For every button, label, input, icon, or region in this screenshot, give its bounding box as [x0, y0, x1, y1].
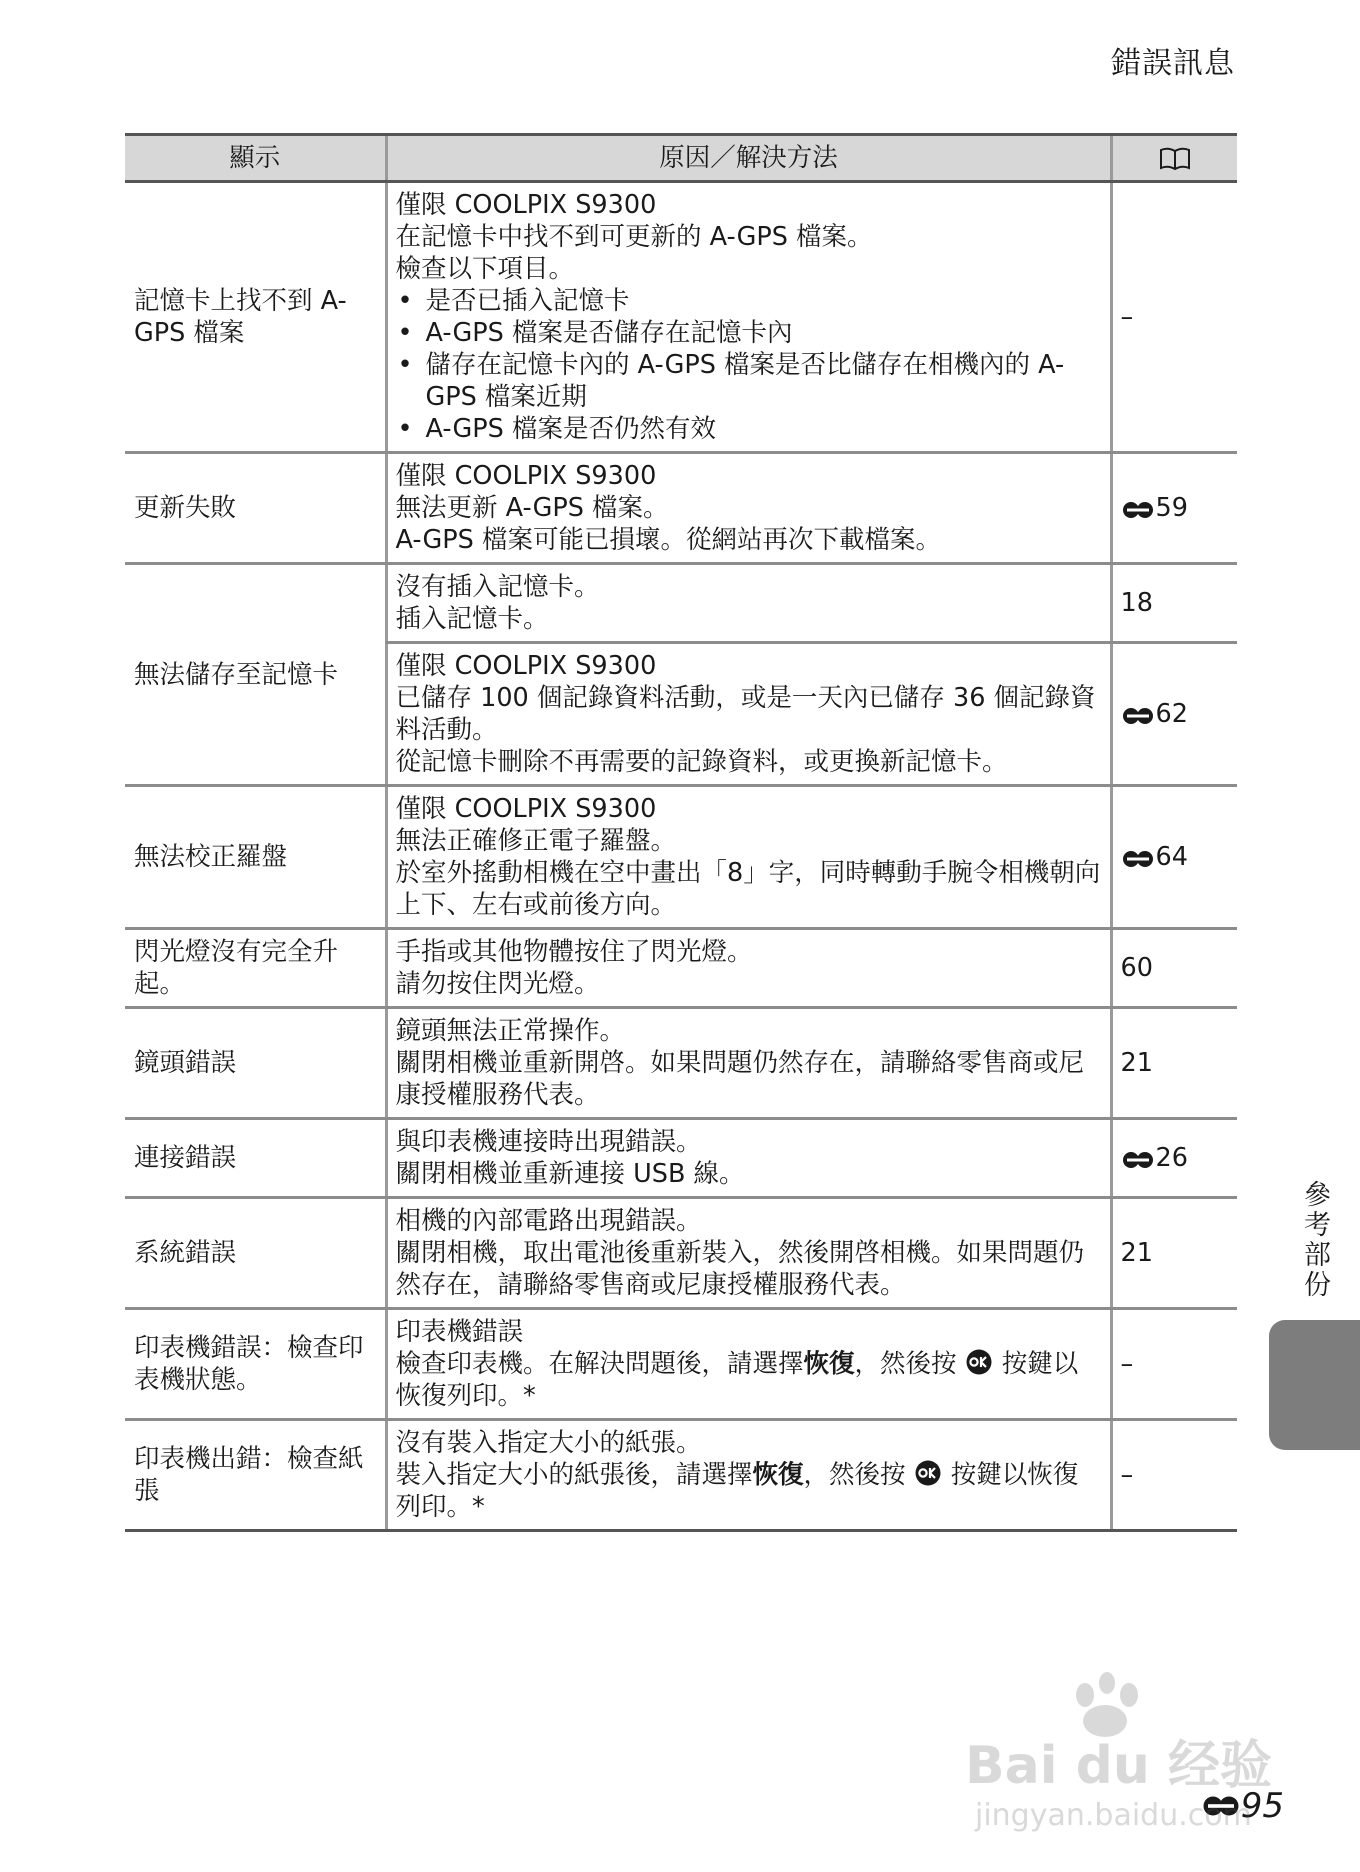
watermark-logo-text: Bai du 经验: [965, 1736, 1272, 1796]
cause-line: 插入記憶卡。: [395, 604, 549, 634]
cause-line: 僅限 COOLPIX S9300: [395, 190, 657, 220]
cause-line: 在記憶卡中找不到可更新的 A-GPS 檔案。: [395, 222, 873, 252]
check-item: • A-GPS 檔案是否仍然有效: [396, 413, 1102, 445]
page-ref: 18: [1120, 588, 1153, 618]
cause-line: 檢查印表機。在解決問題後，請選擇恢復，然後按 按鍵以恢復列印。*: [395, 1349, 1079, 1411]
table-row: [125, 1119, 1237, 1198]
cause-line: 印表機錯誤: [395, 1317, 524, 1347]
table-row: [125, 929, 1237, 1008]
cause-line: 無法更新 A-GPS 檔案。: [395, 493, 669, 523]
check-item: • 是否已插入記憶卡: [396, 285, 1102, 317]
page-ref: –: [1120, 1460, 1134, 1490]
reference-section-icon: [1121, 1150, 1155, 1170]
cause-line: 沒有插入記憶卡。: [395, 572, 600, 602]
cause-line: 檢查以下項目。: [395, 254, 575, 284]
page-ref: 21: [1120, 1238, 1153, 1268]
row-cause: [386, 786, 1111, 929]
row-ref: [1111, 643, 1237, 786]
book-icon: [1159, 147, 1191, 171]
row-cause: [386, 182, 1111, 453]
table-row: [125, 1420, 1237, 1531]
row-cause: [386, 643, 1111, 786]
cause-line: 於室外搖動相機在空中畫出「8」字，同時轉動手腕令相機朝向上下、左右或前後方向。: [395, 858, 1101, 920]
check-item: • A-GPS 檔案是否儲存在記憶卡內: [396, 317, 1102, 349]
cause-line: 關閉相機並重新開啓。如果問題仍然存在，請聯絡零售商或尼康授權服務代表。: [395, 1048, 1085, 1110]
baidu-watermark: [955, 1665, 1275, 1835]
row-display: 印表機錯誤：檢查印表機狀態。: [125, 1309, 386, 1420]
row-cause: [386, 564, 1111, 643]
cause-line: 僅限 COOLPIX S9300: [395, 461, 657, 491]
row-display: 記憶卡上找不到 A-GPS 檔案: [125, 182, 386, 453]
row-display: 鏡頭錯誤: [125, 1008, 386, 1119]
row-cause: [386, 929, 1111, 1008]
row-cause: [386, 1119, 1111, 1198]
cause-line: 鏡頭無法正常操作。: [395, 1016, 626, 1046]
page-header: 錯誤訊息: [1111, 46, 1235, 81]
row-cause: [386, 1008, 1111, 1119]
page-ref: –: [1120, 1349, 1134, 1379]
reference-section-icon: [1121, 849, 1155, 869]
cause-line: 關閉相機，取出電池後重新裝入，然後開啓相機。如果問題仍然存在，請聯絡零售商或尼康授權服務代表。: [395, 1238, 1085, 1300]
row-cause: [386, 1198, 1111, 1309]
row-ref: [1111, 182, 1237, 453]
table-row: [125, 182, 1237, 453]
page-number-value: 95: [1240, 1786, 1284, 1826]
row-ref: [1111, 929, 1237, 1008]
error-message-table: [125, 133, 1237, 1532]
row-display: 無法儲存至記憶卡: [125, 564, 386, 786]
cause-line: 僅限 COOLPIX S9300: [395, 794, 657, 824]
page-ref: 64: [1155, 842, 1188, 872]
table-row: [125, 1198, 1237, 1309]
check-list: [396, 285, 1102, 445]
row-display: 系統錯誤: [125, 1198, 386, 1309]
page-ref: 62: [1155, 699, 1188, 729]
row-ref: [1111, 1198, 1237, 1309]
page-ref: 60: [1120, 953, 1153, 983]
header-display: 顯示: [125, 135, 386, 182]
row-cause: [386, 1309, 1111, 1420]
row-ref: [1111, 453, 1237, 564]
header-cause-solution: 原因／解決方法: [386, 135, 1111, 182]
resume-option-label: 恢復: [803, 1349, 855, 1379]
row-display: 印表機出錯：檢查紙張: [125, 1420, 386, 1531]
header-page-ref: [1111, 135, 1237, 182]
page-ref: –: [1120, 302, 1134, 332]
resume-option-label: 恢復: [752, 1460, 804, 1490]
cause-line: 沒有裝入指定大小的紙張。: [395, 1428, 702, 1458]
section-tab: [1269, 1320, 1360, 1450]
ok-button-icon: [965, 1348, 993, 1376]
reference-section-icon: [1121, 500, 1155, 520]
check-item: • 儲存在記憶卡內的 A-GPS 檔案是否比儲存在相機內的 A-GPS 檔案近期: [396, 349, 1102, 413]
cause-line: 無法正確修正電子羅盤。: [395, 826, 677, 856]
row-display: 無法校正羅盤: [125, 786, 386, 929]
reference-section-icon: [1121, 706, 1155, 726]
page-ref: 21: [1120, 1048, 1153, 1078]
cause-line: 從記憶卡刪除不再需要的記錄資料，或更換新記憶卡。: [395, 747, 1008, 777]
cause-line: 裝入指定大小的紙張後，請選擇恢復，然後按 按鍵以恢復列印。*: [395, 1460, 1079, 1522]
row-ref: [1111, 1008, 1237, 1119]
cause-line: 相機的內部電路出現錯誤。: [395, 1206, 702, 1236]
cause-line: 與印表機連接時出現錯誤。: [395, 1127, 702, 1157]
row-ref: [1111, 1420, 1237, 1531]
cause-line: A-GPS 檔案可能已損壞。從網站再次下載檔案。: [395, 525, 941, 555]
ok-button-icon: [914, 1459, 942, 1487]
table-row: [125, 786, 1237, 929]
page-ref: 26: [1155, 1143, 1188, 1173]
cause-line: 請勿按住閃光燈。: [395, 969, 600, 999]
row-display: 更新失敗: [125, 453, 386, 564]
watermark-url: jingyan.baidu.com: [975, 1798, 1252, 1833]
table-header-row: [125, 135, 1237, 182]
row-ref: [1111, 564, 1237, 643]
table-row: [125, 564, 1237, 643]
row-cause: [386, 453, 1111, 564]
cause-line: 手指或其他物體按住了閃光燈。: [395, 937, 753, 967]
row-cause: [386, 1420, 1111, 1531]
cause-line: 關閉相機並重新連接 USB 線。: [395, 1159, 745, 1189]
cause-line: 僅限 COOLPIX S9300: [395, 651, 657, 681]
row-ref: [1111, 1119, 1237, 1198]
table-row: [125, 453, 1237, 564]
section-side-label: 參考部份: [1299, 1180, 1330, 1300]
row-ref: [1111, 1309, 1237, 1420]
cause-line: 已儲存 100 個記錄資料活動，或是一天內已儲存 36 個記錄資料活動。: [395, 683, 1096, 745]
table-row: [125, 1008, 1237, 1119]
row-ref: [1111, 786, 1237, 929]
row-display: 連接錯誤: [125, 1119, 386, 1198]
table-row: [125, 1309, 1237, 1420]
page-ref: 59: [1155, 493, 1188, 523]
row-display: 閃光燈沒有完全升起。: [125, 929, 386, 1008]
